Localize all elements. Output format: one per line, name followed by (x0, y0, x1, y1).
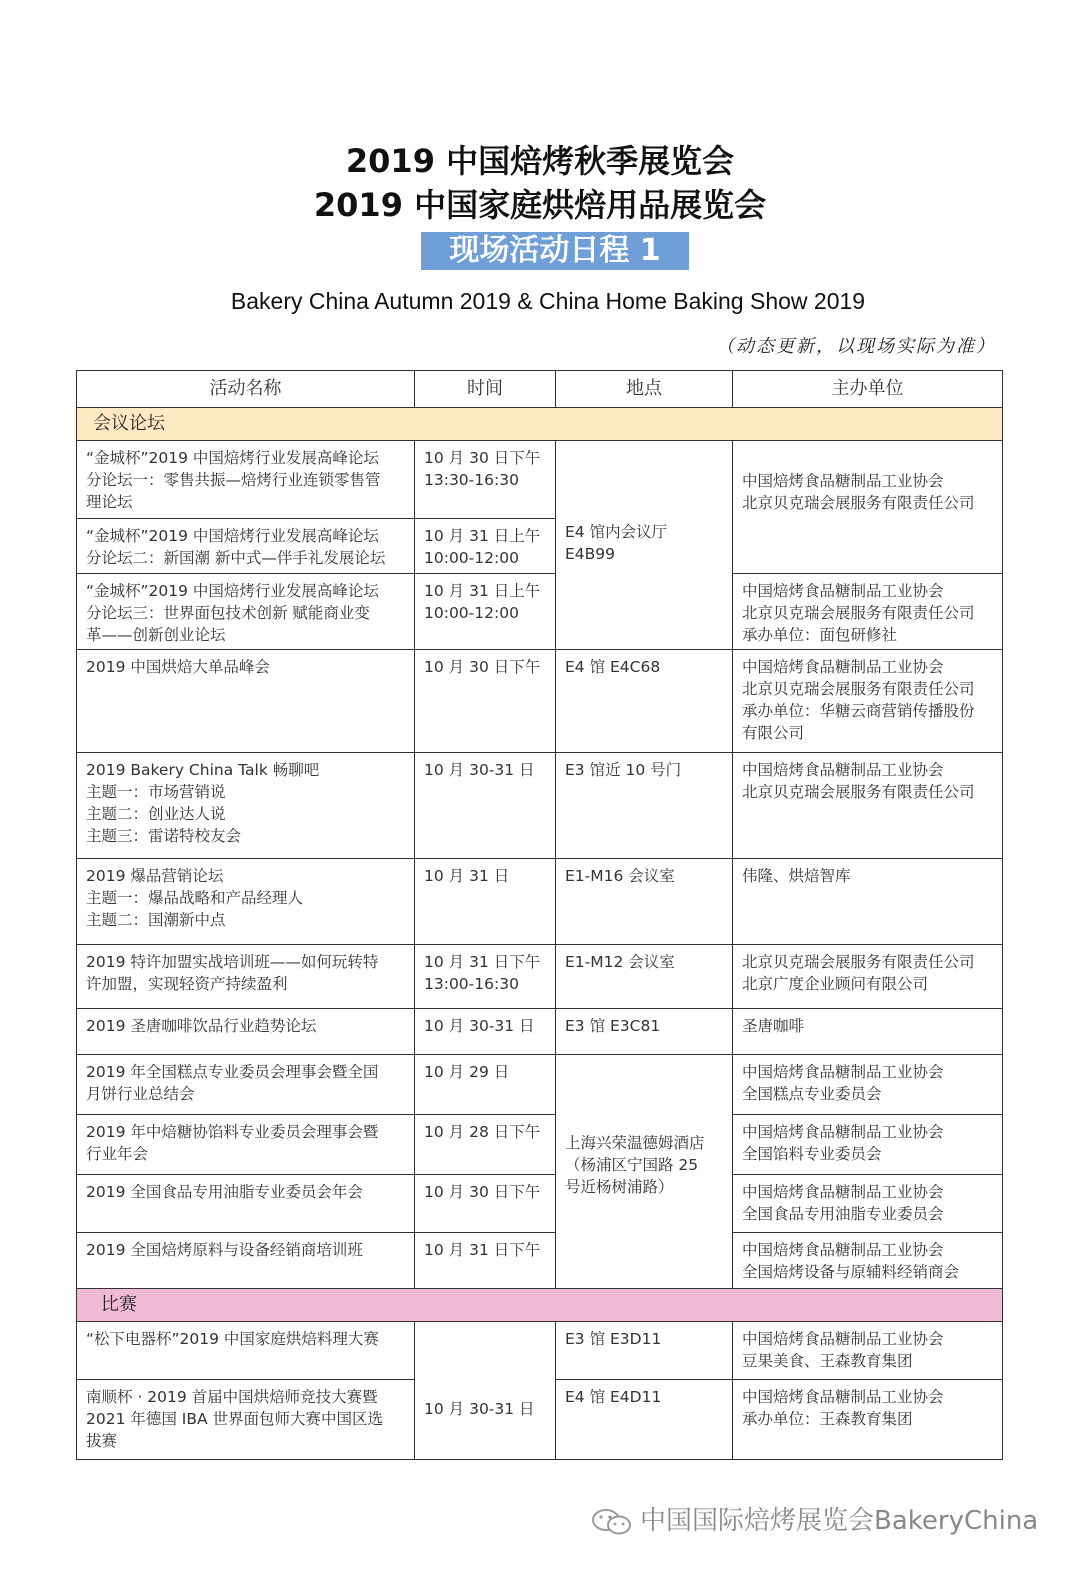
table-row (77, 1009, 1003, 1055)
activity-name: “金城杯”2019 中国焙烤行业发展高峰论坛 分论坛一：零售共振—焙烤行业连锁零售管 理论坛 (77, 441, 415, 519)
activity-organizer: 中国焙烤食品糖制品工业协会 北京贝克瑞会展服务有限责任公司 (733, 441, 1003, 574)
activity-organizer: 中国焙烤食品糖制品工业协会 全国糕点专业委员会 (733, 1055, 1003, 1115)
activity-place: E3 馆 E3D11 (556, 1322, 733, 1380)
column-header: 地点 (556, 371, 733, 408)
watermark (590, 1500, 1038, 1537)
activity-organizer: 中国焙烤食品糖制品工业协会 全国食品专用油脂专业委员会 (733, 1175, 1003, 1233)
section-label: 会议论坛 (77, 408, 1003, 441)
activity-place: E1-M12 会议室 (556, 945, 733, 1009)
activity-place: E1-M16 会议室 (556, 859, 733, 945)
activity-name: “金城杯”2019 中国焙烤行业发展高峰论坛 分论坛三：世界面包技术创新 赋能商业变 革——创新创业论坛 (77, 574, 415, 650)
section-row-forum (77, 408, 1003, 441)
activity-time: 10 月 31 日下午 (415, 1233, 556, 1289)
activity-place: E4 馆 E4C68 (556, 650, 733, 753)
schedule-banner: 现场活动日程 1 (421, 232, 689, 270)
section-label: 比赛 (77, 1289, 1003, 1322)
table-row (77, 1233, 1003, 1289)
activity-organizer: 北京贝克瑞会展服务有限责任公司 北京广度企业顾问有限公司 (733, 945, 1003, 1009)
table-row (77, 1115, 1003, 1175)
activity-name: 2019 特许加盟实战培训班——如何玩转特 许加盟，实现轻资产持续盈利 (77, 945, 415, 1009)
activity-name: 2019 全国食品专用油脂专业委员会年会 (77, 1175, 415, 1233)
activity-name: 2019 圣唐咖啡饮品行业趋势论坛 (77, 1009, 415, 1055)
activity-organizer: 中国焙烤食品糖制品工业协会 北京贝克瑞会展服务有限责任公司 承办单位：面包研修社 (733, 574, 1003, 650)
activity-time: 10 月 30-31 日 (415, 753, 556, 859)
update-note: （动态更新，以现场实际为准） (716, 336, 996, 357)
wechat-icon (590, 1507, 634, 1537)
activity-time: 10 月 28 日下午 (415, 1115, 556, 1175)
activity-name: 2019 Bakery China Talk 畅聊吧 主题一：市场营销说 主题二：创业达人说 主题三：雷诺特校友会 (77, 753, 415, 859)
activity-time: 10 月 31 日上午 10:00-12:00 (415, 574, 556, 650)
table-row (77, 1055, 1003, 1115)
activity-name: “松下电器杯”2019 中国家庭烘焙料理大赛 (77, 1322, 415, 1380)
activity-organizer: 中国焙烤食品糖制品工业协会 北京贝克瑞会展服务有限责任公司 承办单位：华糖云商营销传播股份 有限公司 (733, 650, 1003, 753)
table-row (77, 859, 1003, 945)
activity-name: 2019 年中焙糖协馅料专业委员会理事会暨 行业年会 (77, 1115, 415, 1175)
activity-name: 2019 年全国糕点专业委员会理事会暨全国 月饼行业总结会 (77, 1055, 415, 1115)
table-row (77, 441, 1003, 519)
title-line-1: 2019 中国焙烤秋季展览会 (345, 142, 735, 180)
activity-organizer: 圣唐咖啡 (733, 1009, 1003, 1055)
column-header: 主办单位 (733, 371, 1003, 408)
activity-place: E4 馆 E4D11 (556, 1380, 733, 1460)
table-row (77, 1175, 1003, 1233)
activity-place: E4 馆内会议厅 E4B99 (556, 441, 733, 650)
column-header: 活动名称 (77, 371, 415, 408)
watermark-text: 中国国际焙烤展览会BakeryChina (640, 1506, 1039, 1536)
activity-organizer: 中国焙烤食品糖制品工业协会 承办单位：王森教育集团 (733, 1380, 1003, 1460)
activity-name: 2019 全国焙烤原料与设备经销商培训班 (77, 1233, 415, 1289)
table-row (77, 650, 1003, 753)
table-row (77, 945, 1003, 1009)
activity-organizer: 中国焙烤食品糖制品工业协会 全国焙烤设备与原辅料经销商会 (733, 1233, 1003, 1289)
activity-organizer: 中国焙烤食品糖制品工业协会 全国馅料专业委员会 (733, 1115, 1003, 1175)
title-line-2: 2019 中国家庭烘焙用品展览会 (313, 186, 767, 224)
activity-time: 10 月 30 日下午 (415, 1175, 556, 1233)
activity-time: 10 月 31 日 (415, 859, 556, 945)
column-header: 时间 (415, 371, 556, 408)
activity-time: 10 月 30 日下午 13:30-16:30 (415, 441, 556, 519)
table-row (77, 753, 1003, 859)
schedule-table (76, 370, 1003, 1460)
activity-name: 南顺杯 · 2019 首届中国烘焙师竞技大赛暨 2021 年德国 IBA 世界面包师大赛中国区选 拔赛 (77, 1380, 415, 1460)
activity-time: 10 月 30 日下午 (415, 650, 556, 753)
activity-organizer: 中国焙烤食品糖制品工业协会 北京贝克瑞会展服务有限责任公司 (733, 753, 1003, 859)
activity-place: E3 馆近 10 号门 (556, 753, 733, 859)
activity-time: 10 月 31 日上午 10:00-12:00 (415, 519, 556, 574)
activity-organizer: 中国焙烤食品糖制品工业协会 豆果美食、王森教育集团 (733, 1322, 1003, 1380)
activity-name: “金城杯”2019 中国焙烤行业发展高峰论坛 分论坛二：新国潮 新中式—伴手礼发展论坛 (77, 519, 415, 574)
activity-name: 2019 爆品营销论坛 主题一：爆品战略和产品经理人 主题二：国潮新中点 (77, 859, 415, 945)
table-row (77, 1322, 1003, 1380)
activity-time: 10 月 31 日下午 13:00-16:30 (415, 945, 556, 1009)
table-header-row (77, 371, 1003, 408)
activity-place: E3 馆 E3C81 (556, 1009, 733, 1055)
activity-time: 10 月 29 日 (415, 1055, 556, 1115)
english-subtitle: Bakery China Autumn 2019 & China Home Baking Show 2019 (230, 288, 866, 314)
activity-time: 10 月 30-31 日 (415, 1322, 556, 1460)
activity-name: 2019 中国烘焙大单品峰会 (77, 650, 415, 753)
activity-time: 10 月 30-31 日 (415, 1009, 556, 1055)
table-row (77, 574, 1003, 650)
activity-organizer: 伟隆、烘焙智库 (733, 859, 1003, 945)
activity-place: 上海兴荣温德姆酒店 （杨浦区宁国路 25 号近杨树浦路） (556, 1055, 733, 1289)
section-row-contest (77, 1289, 1003, 1322)
